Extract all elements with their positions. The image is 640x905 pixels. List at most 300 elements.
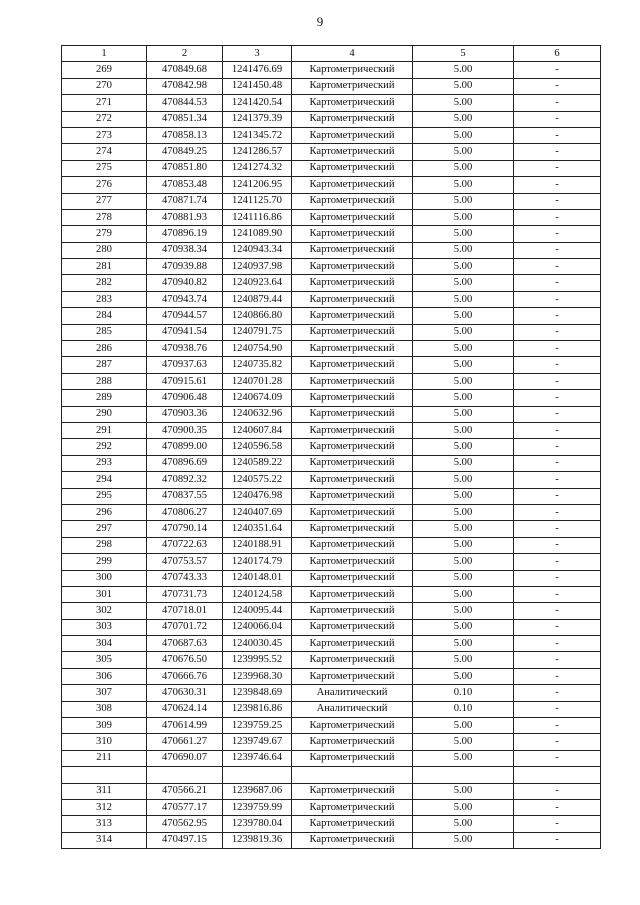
table-cell: 5.00 [413, 832, 514, 848]
table-cell: 1241089.90 [223, 226, 292, 242]
header-cell: 6 [514, 46, 601, 62]
table-cell: 0.10 [413, 701, 514, 717]
table-cell: 1240866.80 [223, 308, 292, 324]
table-cell [292, 767, 413, 783]
table-cell: - [514, 439, 601, 455]
table-cell: - [514, 95, 601, 111]
table-cell: - [514, 570, 601, 586]
table-cell: 1241125.70 [223, 193, 292, 209]
table-cell: - [514, 390, 601, 406]
table-cell: Картометрический [292, 95, 413, 111]
table-cell: 1240674.09 [223, 390, 292, 406]
table-cell: Картометрический [292, 455, 413, 471]
table-cell: 1241116.86 [223, 209, 292, 225]
table-cell: 5.00 [413, 783, 514, 799]
table-row [62, 668, 601, 684]
table-cell: 5.00 [413, 799, 514, 815]
table-cell: 269 [62, 62, 147, 78]
table-cell: Картометрический [292, 259, 413, 275]
table-cell: 292 [62, 439, 147, 455]
table-cell: - [514, 111, 601, 127]
table-cell: - [514, 619, 601, 635]
table-row [62, 259, 601, 275]
table-cell: 307 [62, 685, 147, 701]
table-cell: Аналитический [292, 685, 413, 701]
table-row [62, 291, 601, 307]
table-cell: 5.00 [413, 619, 514, 635]
table-row [62, 160, 601, 176]
table-cell: - [514, 209, 601, 225]
table-cell: 470690.07 [147, 750, 223, 766]
table-cell: 1241379.39 [223, 111, 292, 127]
table-cell: Картометрический [292, 439, 413, 455]
table-cell: 1239816.86 [223, 701, 292, 717]
table-cell: 289 [62, 390, 147, 406]
table-cell: 1240066.04 [223, 619, 292, 635]
table-cell: 470676.50 [147, 652, 223, 668]
table-cell: - [514, 324, 601, 340]
table-cell: - [514, 488, 601, 504]
table-row [62, 95, 601, 111]
table-cell: 470937.63 [147, 357, 223, 373]
table-row [62, 701, 601, 717]
table-cell: 273 [62, 127, 147, 143]
table-row [62, 816, 601, 832]
table-cell: 1240589.22 [223, 455, 292, 471]
table-cell: 1240575.22 [223, 472, 292, 488]
table-cell: 470687.63 [147, 636, 223, 652]
table-cell: 470562.95 [147, 816, 223, 832]
table-cell: - [514, 521, 601, 537]
table-cell: 5.00 [413, 144, 514, 160]
table-cell: - [514, 177, 601, 193]
table-row [62, 422, 601, 438]
table-cell: Картометрический [292, 799, 413, 815]
table-cell: 1240124.58 [223, 586, 292, 602]
table-cell: 5.00 [413, 259, 514, 275]
table-cell: 5.00 [413, 652, 514, 668]
table-cell: 1241286.57 [223, 144, 292, 160]
table-cell: 1240351.64 [223, 521, 292, 537]
table-cell: 470915.61 [147, 373, 223, 389]
table-cell: 470871.74 [147, 193, 223, 209]
table-cell: 470892.32 [147, 472, 223, 488]
table-cell: 5.00 [413, 603, 514, 619]
table-cell: 287 [62, 357, 147, 373]
table-cell: 470566.21 [147, 783, 223, 799]
table-row [62, 472, 601, 488]
table-cell: Картометрический [292, 324, 413, 340]
table-cell: 5.00 [413, 668, 514, 684]
table-cell: 470906.48 [147, 390, 223, 406]
table-cell: 296 [62, 504, 147, 520]
table-row [62, 734, 601, 750]
table-cell [147, 767, 223, 783]
table-cell: 470899.00 [147, 439, 223, 455]
table-cell: 280 [62, 242, 147, 258]
table-cell: 5.00 [413, 455, 514, 471]
table-cell: Картометрический [292, 62, 413, 78]
table-cell: 274 [62, 144, 147, 160]
table-cell: 5.00 [413, 537, 514, 553]
table-cell: 470851.34 [147, 111, 223, 127]
table-cell: - [514, 652, 601, 668]
table-cell: 470661.27 [147, 734, 223, 750]
table-cell: 0.10 [413, 685, 514, 701]
table-cell: 295 [62, 488, 147, 504]
table-row [62, 603, 601, 619]
table-cell: Картометрический [292, 750, 413, 766]
table-cell: 1240735.82 [223, 357, 292, 373]
table-cell: 5.00 [413, 95, 514, 111]
table-cell: 470790.14 [147, 521, 223, 537]
table-cell: 1241420.54 [223, 95, 292, 111]
table-row [62, 78, 601, 94]
table-cell: 272 [62, 111, 147, 127]
table-row [62, 111, 601, 127]
table-cell: 288 [62, 373, 147, 389]
table-row [62, 308, 601, 324]
table-cell: Картометрический [292, 177, 413, 193]
table-cell: 5.00 [413, 373, 514, 389]
table-cell: 5.00 [413, 586, 514, 602]
table-cell: 271 [62, 95, 147, 111]
table-cell: - [514, 373, 601, 389]
table-cell: - [514, 603, 601, 619]
table-cell: - [514, 275, 601, 291]
table-cell: - [514, 422, 601, 438]
table-cell: 310 [62, 734, 147, 750]
table-cell: Картометрический [292, 406, 413, 422]
table-cell: 470858.13 [147, 127, 223, 143]
table-cell: 470497.15 [147, 832, 223, 848]
table-cell: - [514, 226, 601, 242]
table-cell: - [514, 455, 601, 471]
table-cell: Картометрический [292, 586, 413, 602]
table-cell: 470943.74 [147, 291, 223, 307]
table-cell: - [514, 799, 601, 815]
table-row [62, 373, 601, 389]
table-cell: 277 [62, 193, 147, 209]
table-cell: Картометрический [292, 652, 413, 668]
table-row [62, 177, 601, 193]
table-cell: - [514, 668, 601, 684]
table-cell: 1239819.36 [223, 832, 292, 848]
table-cell: 1240030.45 [223, 636, 292, 652]
table-cell: 5.00 [413, 308, 514, 324]
table-cell: 470881.93 [147, 209, 223, 225]
table-cell: 470842.98 [147, 78, 223, 94]
table-cell: - [514, 78, 601, 94]
table-cell: 5.00 [413, 718, 514, 734]
table-cell: - [514, 472, 601, 488]
table-row [62, 554, 601, 570]
table-cell: 5.00 [413, 504, 514, 520]
table-cell: - [514, 783, 601, 799]
table-cell: - [514, 636, 601, 652]
table-cell: Картометрический [292, 111, 413, 127]
table-cell: Картометрический [292, 636, 413, 652]
table-cell: 5.00 [413, 324, 514, 340]
header-cell: 1 [62, 46, 147, 62]
table-cell: Картометрический [292, 504, 413, 520]
table-row [62, 504, 601, 520]
table-cell: 293 [62, 455, 147, 471]
table-cell: 470753.57 [147, 554, 223, 570]
header-cell: 2 [147, 46, 223, 62]
table-cell: 470718.01 [147, 603, 223, 619]
table-cell: 285 [62, 324, 147, 340]
table-cell: Картометрический [292, 341, 413, 357]
table-cell: 306 [62, 668, 147, 684]
table-cell: 5.00 [413, 472, 514, 488]
table-row [62, 636, 601, 652]
table-cell: 5.00 [413, 390, 514, 406]
table-cell: Картометрический [292, 554, 413, 570]
table-cell: 470577.17 [147, 799, 223, 815]
table-cell: 1239968.30 [223, 668, 292, 684]
table-cell: 470806.27 [147, 504, 223, 520]
table-cell: Картометрический [292, 734, 413, 750]
table-cell: 302 [62, 603, 147, 619]
table-cell: - [514, 144, 601, 160]
table-cell: 299 [62, 554, 147, 570]
header-row [62, 46, 601, 62]
table-cell: 5.00 [413, 127, 514, 143]
table-row [62, 455, 601, 471]
table-cell: Картометрический [292, 521, 413, 537]
table-row [62, 209, 601, 225]
table-row [62, 357, 601, 373]
table-cell: 5.00 [413, 78, 514, 94]
table-cell: - [514, 701, 601, 717]
table-cell: 1240188.91 [223, 537, 292, 553]
table-cell: 281 [62, 259, 147, 275]
table-row [62, 783, 601, 799]
table-cell: - [514, 718, 601, 734]
table-cell: - [514, 406, 601, 422]
table-cell: 286 [62, 341, 147, 357]
table-cell: 1241345.72 [223, 127, 292, 143]
table-cell: - [514, 160, 601, 176]
table-cell: 470666.76 [147, 668, 223, 684]
table-cell: 1240607.84 [223, 422, 292, 438]
table-cell: 1239995.52 [223, 652, 292, 668]
table-cell [514, 767, 601, 783]
table-cell: 1239687.06 [223, 783, 292, 799]
table-cell: Картометрический [292, 472, 413, 488]
table-cell: 290 [62, 406, 147, 422]
table-cell: 470743.33 [147, 570, 223, 586]
table-row [62, 144, 601, 160]
table-cell: 470940.82 [147, 275, 223, 291]
table-cell: 5.00 [413, 160, 514, 176]
table-row [62, 390, 601, 406]
table-cell: 5.00 [413, 275, 514, 291]
table-cell: Картометрический [292, 78, 413, 94]
table-cell: 1240632.96 [223, 406, 292, 422]
table-cell: 5.00 [413, 422, 514, 438]
table-cell: - [514, 685, 601, 701]
table-cell: Картометрический [292, 209, 413, 225]
table-cell: 470731.73 [147, 586, 223, 602]
table-cell: 5.00 [413, 242, 514, 258]
table-cell: 470849.68 [147, 62, 223, 78]
table-cell: 211 [62, 750, 147, 766]
table-cell: 275 [62, 160, 147, 176]
table-cell: - [514, 357, 601, 373]
table-cell: - [514, 193, 601, 209]
table-row [62, 718, 601, 734]
table-cell: - [514, 537, 601, 553]
table-row [62, 488, 601, 504]
table-cell: Картометрический [292, 357, 413, 373]
table-cell: 1240879.44 [223, 291, 292, 307]
table-cell: 1240148.01 [223, 570, 292, 586]
table-cell: 470614.99 [147, 718, 223, 734]
table-cell: 313 [62, 816, 147, 832]
table-row [62, 832, 601, 848]
table-cell: 5.00 [413, 209, 514, 225]
table-cell: 5.00 [413, 554, 514, 570]
table-cell: - [514, 750, 601, 766]
header-cell: 4 [292, 46, 413, 62]
table-row [62, 127, 601, 143]
table-cell: 470903.36 [147, 406, 223, 422]
table-row [62, 799, 601, 815]
table-cell: Картометрический [292, 619, 413, 635]
table-cell: Картометрический [292, 193, 413, 209]
table-cell: 470938.34 [147, 242, 223, 258]
table-row [62, 537, 601, 553]
table-row [62, 242, 601, 258]
table-cell: 5.00 [413, 439, 514, 455]
table-cell: 470701.72 [147, 619, 223, 635]
table-cell: 283 [62, 291, 147, 307]
table-cell: 470722.63 [147, 537, 223, 553]
table-cell: 279 [62, 226, 147, 242]
table-cell: 298 [62, 537, 147, 553]
table-cell: Картометрический [292, 291, 413, 307]
table-cell: 1239848.69 [223, 685, 292, 701]
page-number: 9 [316, 14, 324, 29]
table-row [62, 685, 601, 701]
table-cell: Картометрический [292, 127, 413, 143]
table-cell: Картометрический [292, 226, 413, 242]
table-cell: 297 [62, 521, 147, 537]
table-cell: Картометрический [292, 390, 413, 406]
table-row [62, 439, 601, 455]
table-cell: 1239749.67 [223, 734, 292, 750]
table-cell: - [514, 127, 601, 143]
table-cell: - [514, 308, 601, 324]
table-cell: 5.00 [413, 816, 514, 832]
table-row [62, 324, 601, 340]
table-cell: - [514, 291, 601, 307]
table-cell: 284 [62, 308, 147, 324]
table-row [62, 570, 601, 586]
table-cell: Картометрический [292, 537, 413, 553]
table-cell: 301 [62, 586, 147, 602]
table-row [62, 226, 601, 242]
table-cell: 5.00 [413, 177, 514, 193]
table-cell: Картометрический [292, 603, 413, 619]
table-cell: Картометрический [292, 570, 413, 586]
table-cell: 470844.53 [147, 95, 223, 111]
table-row [62, 521, 601, 537]
table-cell: 5.00 [413, 521, 514, 537]
table-cell: 303 [62, 619, 147, 635]
table-cell: 282 [62, 275, 147, 291]
table-cell: 470900.35 [147, 422, 223, 438]
table-cell: 5.00 [413, 570, 514, 586]
table-row [62, 275, 601, 291]
header-cell: 5 [413, 46, 514, 62]
table-cell: - [514, 554, 601, 570]
table-cell: 278 [62, 209, 147, 225]
table-cell: 311 [62, 783, 147, 799]
table-row [62, 193, 601, 209]
table-cell: - [514, 341, 601, 357]
table-row [62, 750, 601, 766]
table-cell: 1240095.44 [223, 603, 292, 619]
table-cell: 276 [62, 177, 147, 193]
table-cell: 304 [62, 636, 147, 652]
table-cell: 1240174.79 [223, 554, 292, 570]
table-cell: 470837.55 [147, 488, 223, 504]
table-cell: 309 [62, 718, 147, 734]
table-cell: 5.00 [413, 734, 514, 750]
table-cell: - [514, 259, 601, 275]
table-cell: 1240943.34 [223, 242, 292, 258]
table-cell: 5.00 [413, 750, 514, 766]
table-cell: 1239759.25 [223, 718, 292, 734]
table-cell: 470941.54 [147, 324, 223, 340]
table-cell: 270 [62, 78, 147, 94]
table-cell: 470630.31 [147, 685, 223, 701]
table-cell: 5.00 [413, 226, 514, 242]
table-cell: 5.00 [413, 341, 514, 357]
table-cell: 1241450.48 [223, 78, 292, 94]
table-cell: Картометрический [292, 422, 413, 438]
table-cell: 5.00 [413, 62, 514, 78]
table-cell: 5.00 [413, 291, 514, 307]
table-cell: Картометрический [292, 783, 413, 799]
table-cell: 312 [62, 799, 147, 815]
table-cell: 470896.19 [147, 226, 223, 242]
table-cell: 294 [62, 472, 147, 488]
table-cell: Картометрический [292, 816, 413, 832]
table-cell: Картометрический [292, 275, 413, 291]
table-cell: 1240407.69 [223, 504, 292, 520]
table-cell: 5.00 [413, 636, 514, 652]
table-cell: - [514, 504, 601, 520]
table-cell: 1241206.95 [223, 177, 292, 193]
table-row [62, 767, 601, 783]
table-cell: 5.00 [413, 111, 514, 127]
table-cell: - [514, 832, 601, 848]
table-row [62, 406, 601, 422]
header-cell: 3 [223, 46, 292, 62]
table-cell: 1240701.28 [223, 373, 292, 389]
table-row [62, 619, 601, 635]
table-cell: 291 [62, 422, 147, 438]
table-cell: Картометрический [292, 832, 413, 848]
table-cell: Картометрический [292, 373, 413, 389]
table-cell: Картометрический [292, 668, 413, 684]
coordinates-table [61, 45, 601, 849]
table-cell: 1240937.98 [223, 259, 292, 275]
